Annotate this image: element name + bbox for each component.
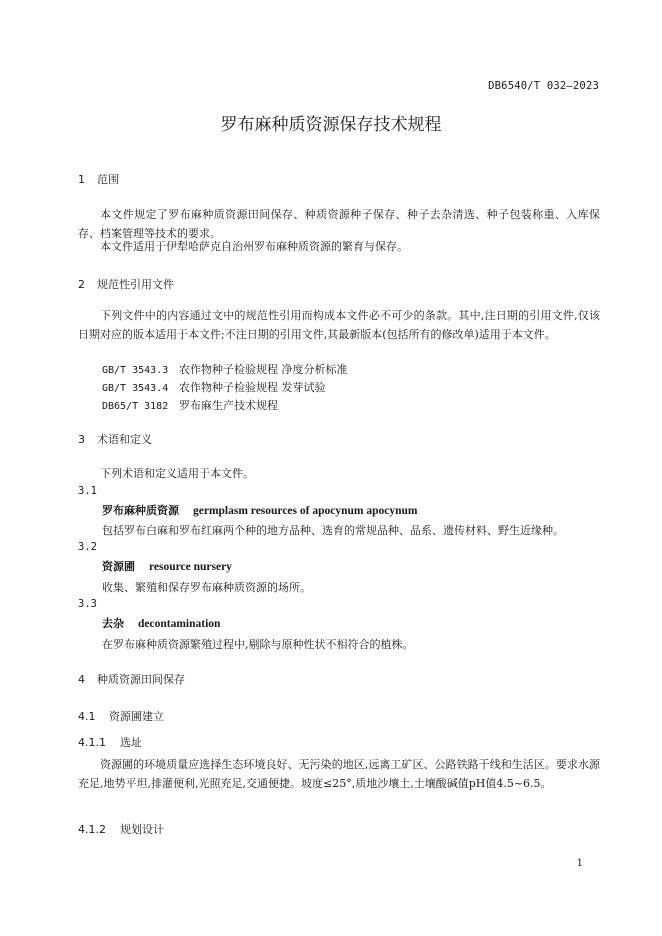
term-definition: 收集、繁殖和保存罗布麻种质资源的场所。 — [102, 581, 311, 594]
term-number: 3.2 — [78, 541, 97, 553]
subsection-title: 选址 — [120, 736, 142, 749]
section-heading-field-conservation — [78, 671, 185, 687]
term-number: 3.1 — [78, 485, 97, 497]
reference-code: GB/T 3543.3 — [102, 365, 169, 376]
section-number: 1 — [78, 173, 85, 186]
site-selection-paragraph: 资源圃的环境质量应选择生态环境良好、无污染的地区,远离工矿区、公路铁路干线和生活区。要求水源充足,地势平坦,排灌便利,光照充足,交通便捷。坡度≤25°,质地沙壤土,土壤酸碱值pH值4.5~6.5。 — [78, 758, 600, 790]
reference-item — [102, 379, 326, 395]
reference-item — [102, 361, 348, 377]
document-title: 罗布麻种质资源保存技术规程 — [220, 115, 442, 135]
subsection-number: 4.1 — [78, 710, 96, 723]
section-title: 术语和定义 — [97, 433, 152, 446]
subsection-heading — [78, 734, 142, 750]
term-english: resource nursery — [149, 561, 232, 573]
term-definition: 包括罗布白麻和罗布红麻两个种的地方品种、选育的常规品种、品系、遗传材料、野生近缘种。 — [102, 524, 564, 537]
reference-code: GB/T 3543.4 — [102, 383, 169, 394]
section-title: 范围 — [97, 173, 119, 186]
section-title: 种质资源田间保存 — [97, 673, 185, 686]
section-number: 3 — [78, 433, 85, 446]
scope-paragraph-1: 本文件规定了罗布麻种质资源田间保存、种质资源种子保存、种子去杂清选、种子包装称重、入库保存、档案管理等技术的要求。 — [78, 208, 600, 240]
section-number: 2 — [78, 278, 85, 291]
references-intro-paragraph: 下列文件中的内容通过文中的规范性引用而构成本文件必不可少的条款。其中,注日期的引用文件,仅该日期对应的版本适用于本文件;不注日期的引用文件,其最新版本(包括所有的修改单)适用于本文件。 — [78, 309, 600, 341]
terms-intro-paragraph: 下列术语和定义适用于本文件。 — [100, 467, 254, 480]
subsection-title: 资源圃建立 — [109, 710, 164, 723]
section-number: 4 — [78, 673, 85, 686]
subsection-heading — [78, 708, 164, 724]
subsection-title: 规划设计 — [120, 823, 164, 836]
section-heading-references — [78, 276, 174, 292]
subsection-number: 4.1.1 — [78, 736, 106, 749]
term-chinese: 资源圃 — [102, 560, 135, 573]
reference-name: 农作物种子检验规程 净度分析标准 — [179, 363, 348, 376]
term-chinese: 罗布麻种质资源 — [102, 504, 179, 517]
reference-code: DB65/T 3182 — [102, 401, 169, 412]
term-chinese: 去杂 — [102, 617, 124, 630]
subsection-heading — [78, 821, 164, 837]
section-heading-terms — [78, 431, 152, 447]
term-definition: 在罗布麻种质资源繁殖过程中,剔除与原种性状不相符合的植株。 — [102, 638, 414, 651]
term-heading — [102, 615, 220, 631]
reference-name: 罗布麻生产技术规程 — [179, 399, 278, 412]
section-title: 规范性引用文件 — [97, 278, 174, 291]
page-number: 1 — [576, 858, 583, 869]
reference-item — [102, 397, 278, 413]
standard-code: DB6540/T 032—2023 — [488, 80, 599, 92]
term-heading — [102, 502, 417, 518]
subsection-number: 4.1.2 — [78, 823, 106, 836]
scope-paragraph-2: 本文件适用于伊犁哈萨克自治州罗布麻种质资源的繁育与保存。 — [100, 240, 408, 253]
term-english: decontamination — [138, 618, 221, 630]
reference-name: 农作物种子检验规程 发芽试验 — [179, 381, 326, 394]
term-english: germplasm resources of apocynum apocynum — [193, 505, 418, 517]
section-heading-scope — [78, 171, 119, 187]
term-number: 3.3 — [78, 598, 97, 610]
term-heading — [102, 558, 232, 574]
